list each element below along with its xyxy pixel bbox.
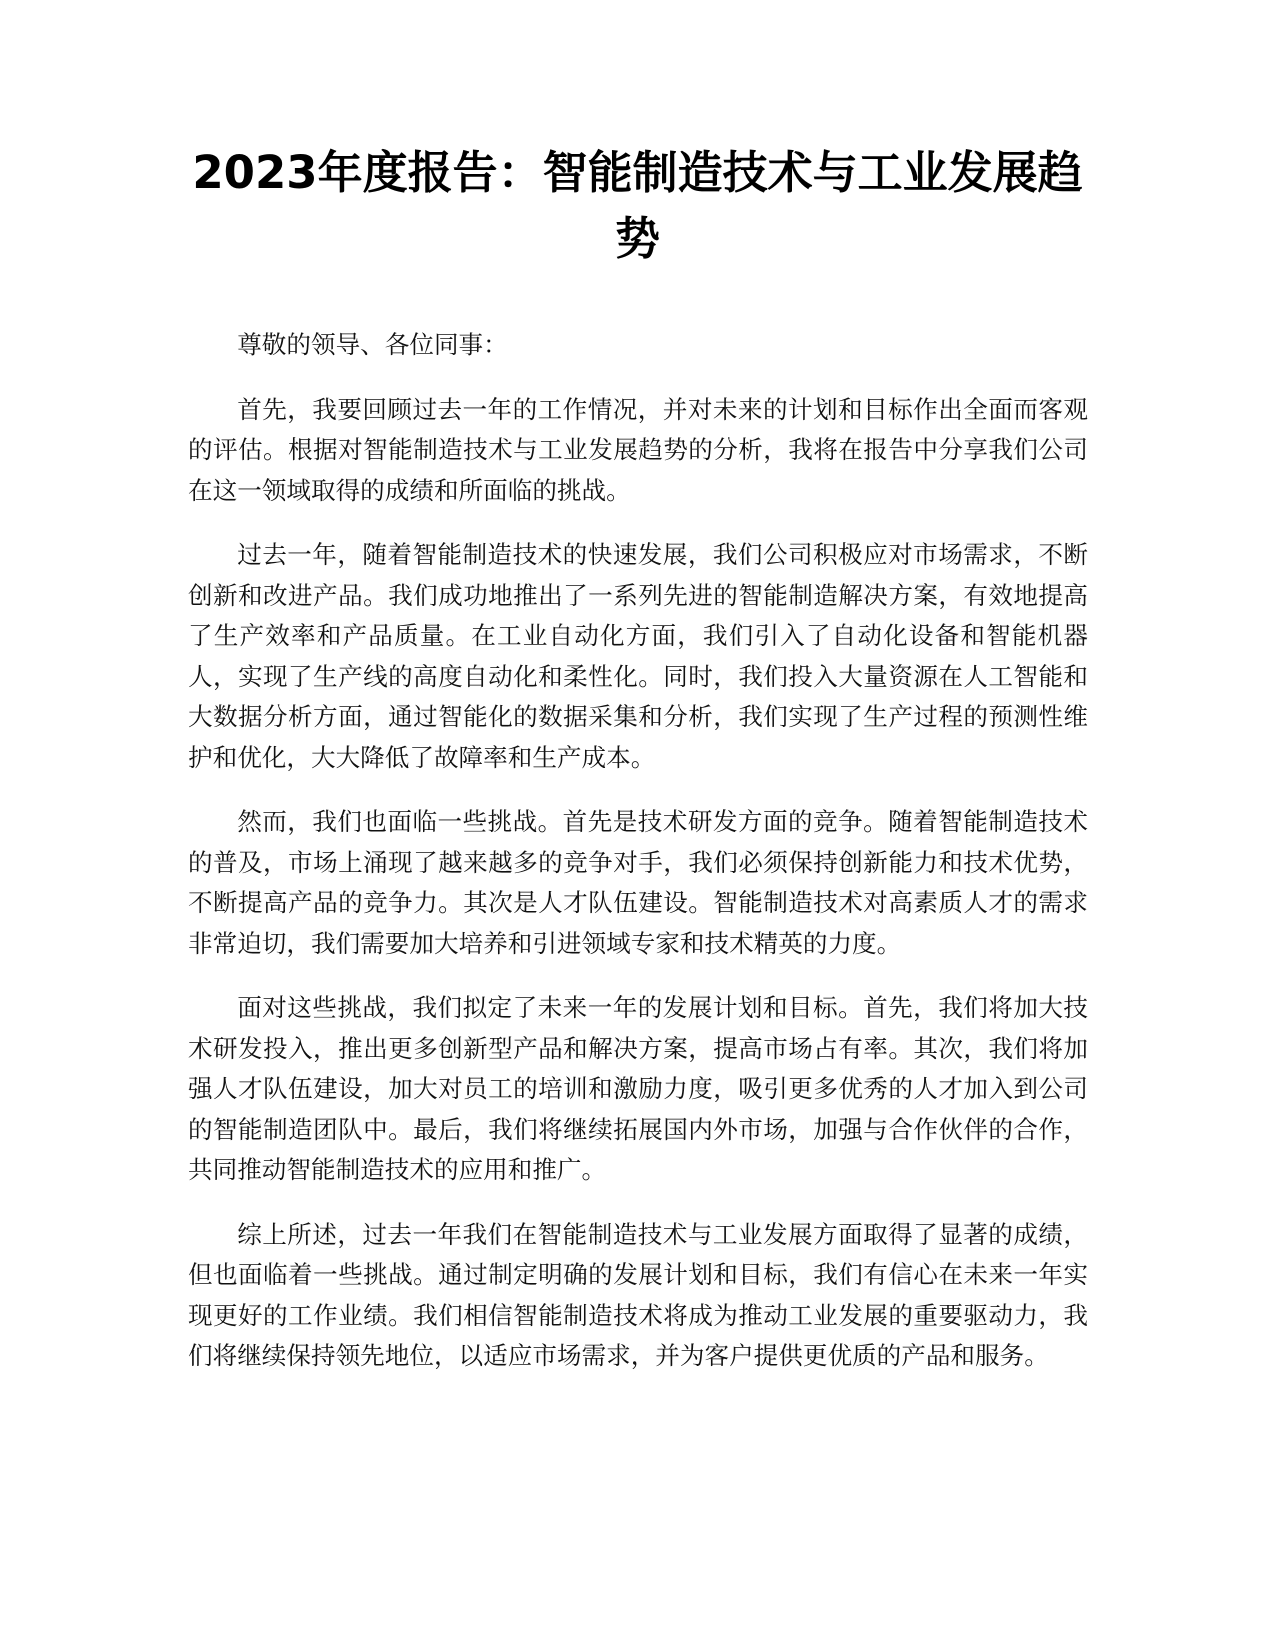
paragraph-conclusion: 综上所述，过去一年我们在智能制造技术与工业发展方面取得了显著的成绩，但也面临着一些挑战。通过制定明确的发展计划和目标，我们有信心在未来一年实现更好的工作业绩。我们相信智能制造技术将成为推动工业发展的重要驱动力，我们将继续保持领先地位，以适应市场需求，并为客户提供更优质的产品和服务。 [188, 1219, 1088, 1370]
document-title: 2023年度报告：智能制造技术与工业发展趋势 [192, 146, 1083, 265]
paragraph-intro: 首先，我要回顾过去一年的工作情况，并对未来的计划和目标作出全面而客观的评估。根据对智能制造技术与工业发展趋势的分析，我将在报告中分享我们公司在这一领域取得的成绩和所面临的挑战。 [188, 394, 1088, 505]
paragraph-plans: 面对这些挑战，我们拟定了未来一年的发展计划和目标。首先，我们将加大技术研发投入，推出更多创新型产品和解决方案，提高市场占有率。其次，我们将加强人才队伍建设，加大对员工的培训和激励力度，吸引更多优秀的人才加入到公司的智能制造团队中。最后，我们将继续拓展国内外市场，加强与合作伙伴的合作，共同推动智能制造技术的应用和推广。 [188, 993, 1088, 1184]
paragraph-achievements: 过去一年，随着智能制造技术的快速发展，我们公司积极应对市场需求，不断创新和改进产品。我们成功地推出了一系列先进的智能制造解决方案，有效地提高了生产效率和产品质量。在工业自动化方面，我们引入了自动化设备和智能机器人，实现了生产线的高度自动化和柔性化。同时，我们投入大量资源在人工智能和大数据分析方面，通过智能化的数据采集和分析，我们实现了生产过程的预测性维护和优化，大大降低了故障率和生产成本。 [188, 540, 1088, 772]
salutation: 尊敬的领导、各位同事： [237, 330, 508, 359]
document-body [188, 325, 1088, 1401]
paragraph-challenges: 然而，我们也面临一些挑战。首先是技术研发方面的竞争。随着智能制造技术的普及，市场上涌现了越来越多的竞争对手，我们必须保持创新能力和技术优势，不断提高产品的竞争力。其次是人才队伍建设。智能制造技术对高素质人才的需求非常迫切，我们需要加大培养和引进领域专家和技术精英的力度。 [188, 807, 1088, 958]
